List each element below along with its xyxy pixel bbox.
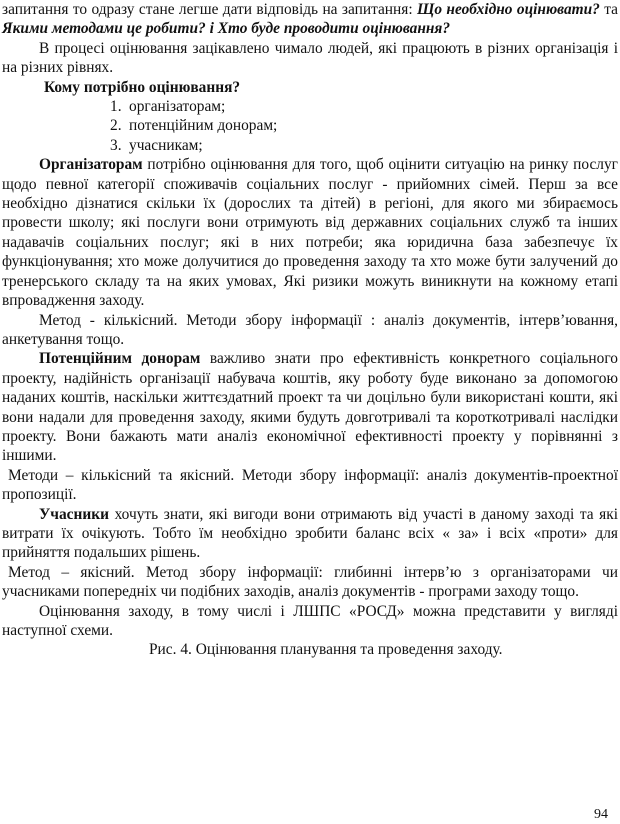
list-item	[110, 97, 618, 116]
stakeholders-paragraph: В процесі оцінювання зацікавлено чимало людей, які працюють в різних організація і на різних рівнях.	[2, 39, 618, 77]
list-item-number: 1.	[110, 98, 122, 116]
list-item-text: організаторам;	[129, 98, 226, 116]
list-item-text: учасникам;	[129, 136, 203, 154]
intro-question-1: Що необхідно оцінювати?	[417, 1, 600, 18]
donors-text: важливо знати про ефективність конкретного соціального проекту, надійність організації набувача коштів, яку роботу буде виконано за допомогою наданих коштів, наскільки життєздатний проект та чи доцільно були використані кошти, які вони надали для проведення заходу, якими будуть довготривалі та короткотривалі наслідки проекту. Вони бажають мати аналіз економічної ефективності проекту у порівнянні з іншими.	[2, 350, 618, 465]
intro-text-2: та	[599, 1, 619, 18]
intro-question-2: Якими методами це робити? і Хто буде проводити оцінювання?	[2, 20, 451, 38]
list-item-number: 2.	[110, 117, 122, 135]
donors-method: Методи – кількісний та якісний. Методи збору інформації: аналіз документів-проектної пропозиції.	[2, 466, 618, 504]
list-item	[110, 136, 618, 155]
figure-caption: Рис. 4. Оцінювання планування та проведення заходу.	[149, 641, 503, 659]
participants-method: Метод – якісний. Метод збору інформації: глибинні інтерв’ю з організаторами чи учасниками попередніх чи подібних заходів, аналіз документів - програми заходу тощо.	[2, 563, 618, 601]
organizers-term: Організаторам	[39, 156, 143, 174]
organizers-method: Метод - кількісний. Методи збору інформації : аналіз документів, інтерв’ювання, анкетування тощо.	[2, 311, 618, 348]
page-number: 94	[594, 807, 608, 822]
list-item-text: потенційним донорам;	[129, 117, 278, 135]
list-item	[110, 116, 618, 135]
scheme-intro-paragraph: Оцінювання заходу, в тому числі і ЛШПС «РОСД» можна представити у вигляді наступної схеми.	[2, 602, 618, 639]
participants-paragraph	[2, 505, 618, 563]
donors-paragraph	[2, 349, 618, 465]
participants-term: Учасники	[39, 505, 109, 523]
who-needs-heading: Кому потрібно оцінювання?	[44, 78, 241, 96]
recipients-list	[2, 97, 618, 155]
participants-text: хочуть знати, які вигоди вони отримають від участі в даному заході та які витрати їх очікують. Тобто їм необхідно зробити баланс всіх « за» і всіх «проти» для прийняття подальших рішень.	[2, 505, 618, 562]
organizers-paragraph	[2, 155, 618, 310]
organizers-text: потрібно оцінювання для того, щоб оцінити ситуацію на ринку послуг щодо певної категорії споживачів соціальних послуг - прийомних сімей. Перш за все необхідно дізнатися скільки їх (дорослих та дітей) в регіоні, для якого ми збираємось провести школу; які послуги вони отримують від державних соціальних служб та інших надавачів соціальних послуг; які в них потреби; яка юридична база забезпечує їх функціонування; хто може долучитися до проведення заходу та хто може бути залучений до тренерського складу та на яких умовах, Які ризики можуть виникнути на кожному етапі впровадження заходу.	[2, 156, 618, 310]
intro-text-1: запитання то одразу стане легше дати відповідь на запитання:	[2, 1, 418, 18]
list-item-number: 3.	[110, 136, 122, 154]
intro-paragraph	[2, 0, 618, 39]
donors-term: Потенційним донорам	[39, 350, 201, 368]
